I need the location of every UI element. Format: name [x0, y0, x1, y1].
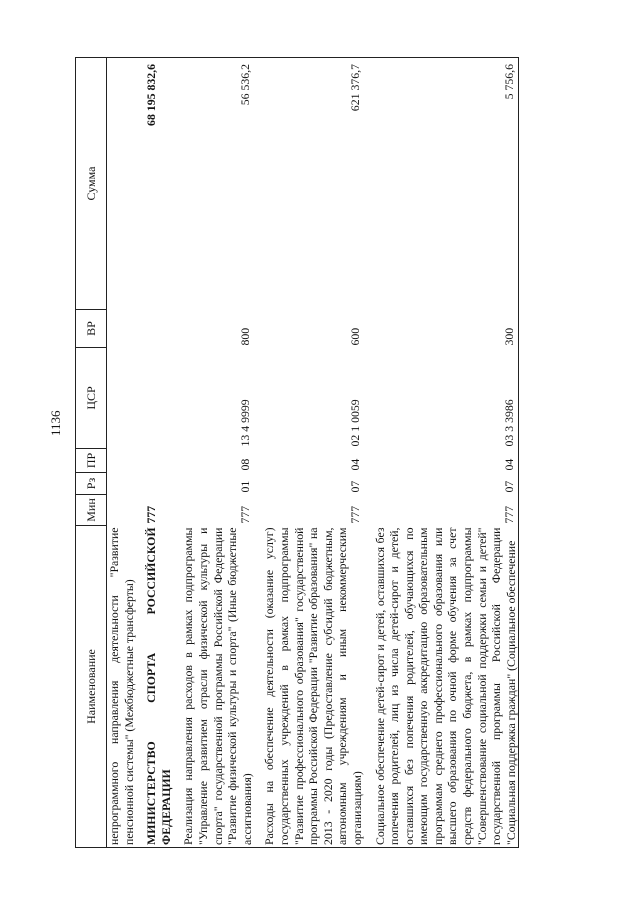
row-min: 777 [373, 495, 519, 526]
row-sum: 68 195 832,6 [144, 58, 173, 310]
row-csr: 02 1 0059 [347, 399, 362, 447]
row-sum [107, 58, 137, 310]
row-vr [107, 310, 137, 348]
row-pr [107, 449, 137, 473]
table-row [181, 58, 254, 848]
row-vr: 800 [237, 327, 252, 346]
row-vr: 600 [347, 327, 362, 346]
rotated-page [75, 58, 585, 848]
table-header [76, 58, 107, 848]
page-number: 1136 [48, 410, 63, 436]
header-rz: Рз [76, 473, 107, 495]
row-csr [107, 348, 137, 449]
table-row [107, 58, 137, 848]
row-name: непрограммного направления деятельности "Развитие пенсионной системы" (Межбюджетные трансферты) [107, 526, 137, 848]
row-rz: 07 [347, 480, 362, 493]
header-sum: Сумма [76, 58, 107, 310]
row-name: МИНИСТЕРСТВО СПОРТА РОССИЙСКОЙ ФЕДЕРАЦИИ [144, 526, 173, 848]
row-pr: 04 [373, 449, 519, 473]
row-spacer [254, 58, 262, 848]
table-row [262, 58, 364, 848]
row-min [107, 495, 137, 526]
row-rz: 01 [237, 480, 252, 493]
table-row [373, 58, 519, 848]
row-rz: 07 [373, 473, 519, 495]
row-sum: 5 756,6 [373, 58, 519, 310]
table-row [144, 58, 173, 848]
row-rz [107, 473, 137, 495]
row-min: 777 [144, 505, 159, 524]
row-pr [144, 449, 173, 473]
row-pr: 08 [237, 458, 252, 471]
table-body [107, 58, 519, 848]
header-vr: ВР [76, 310, 107, 348]
header-pr: ПР [76, 449, 107, 473]
row-spacer [173, 58, 181, 848]
row-min: 777 [347, 505, 362, 524]
header-csr: ЦСР [76, 348, 107, 449]
row-sum: 621 376,7 [262, 58, 364, 310]
row-min: 777 [237, 505, 252, 524]
row-vr [144, 310, 173, 348]
row-rz [144, 473, 173, 495]
row-spacer [365, 58, 373, 848]
row-csr: 03 3 3986 [373, 348, 519, 449]
row-name: Расходы на обеспечение деятельности (оказание услуг) государственных учреждений в рамках подпрограммы "Развитие профессионального образования" государственной программы Российской Федерации "Развитие образования" на 2013 - 2020 годы (Предоставление субсидий бюджетным, автономным учреждениям и иным некоммерческим организациям) [262, 526, 364, 848]
row-pr: 04 [347, 458, 362, 471]
row-vr: 300 [373, 310, 519, 348]
row-sum: 56 536,2 [181, 58, 254, 310]
budget-table [75, 57, 519, 848]
row-spacer [136, 58, 144, 848]
row-csr [144, 348, 173, 449]
row-name: Социальное обеспечение детей-сирот и детей, оставшихся без попечения родителей, лиц из числа детей-сирот и детей, оставшихся без попечения родителей, обучающихся по имеющим государственную аккредитацию образовательным программам среднего профессионального образования или высшего образования по очной форме обучения за счет средств федерального бюджета, в рамках подпрограммы "Совершенствование социальной поддержки семьи и детей" государственной программы Российской Федерации "Социальная поддержка граждан" (Социальное обеспечение [373, 526, 519, 848]
header-min: Мин [76, 495, 107, 526]
header-name: Наименование [76, 526, 107, 848]
row-csr: 13 4 9999 [237, 399, 252, 447]
row-name: Реализация направления расходов в рамках подпрограммы "Управление развитием отрасли физической культуры и спорта" государственной программы Российской Федерации "Развитие физической культуры и спорта" (Иные бюджетные ассигнования) [181, 526, 254, 848]
